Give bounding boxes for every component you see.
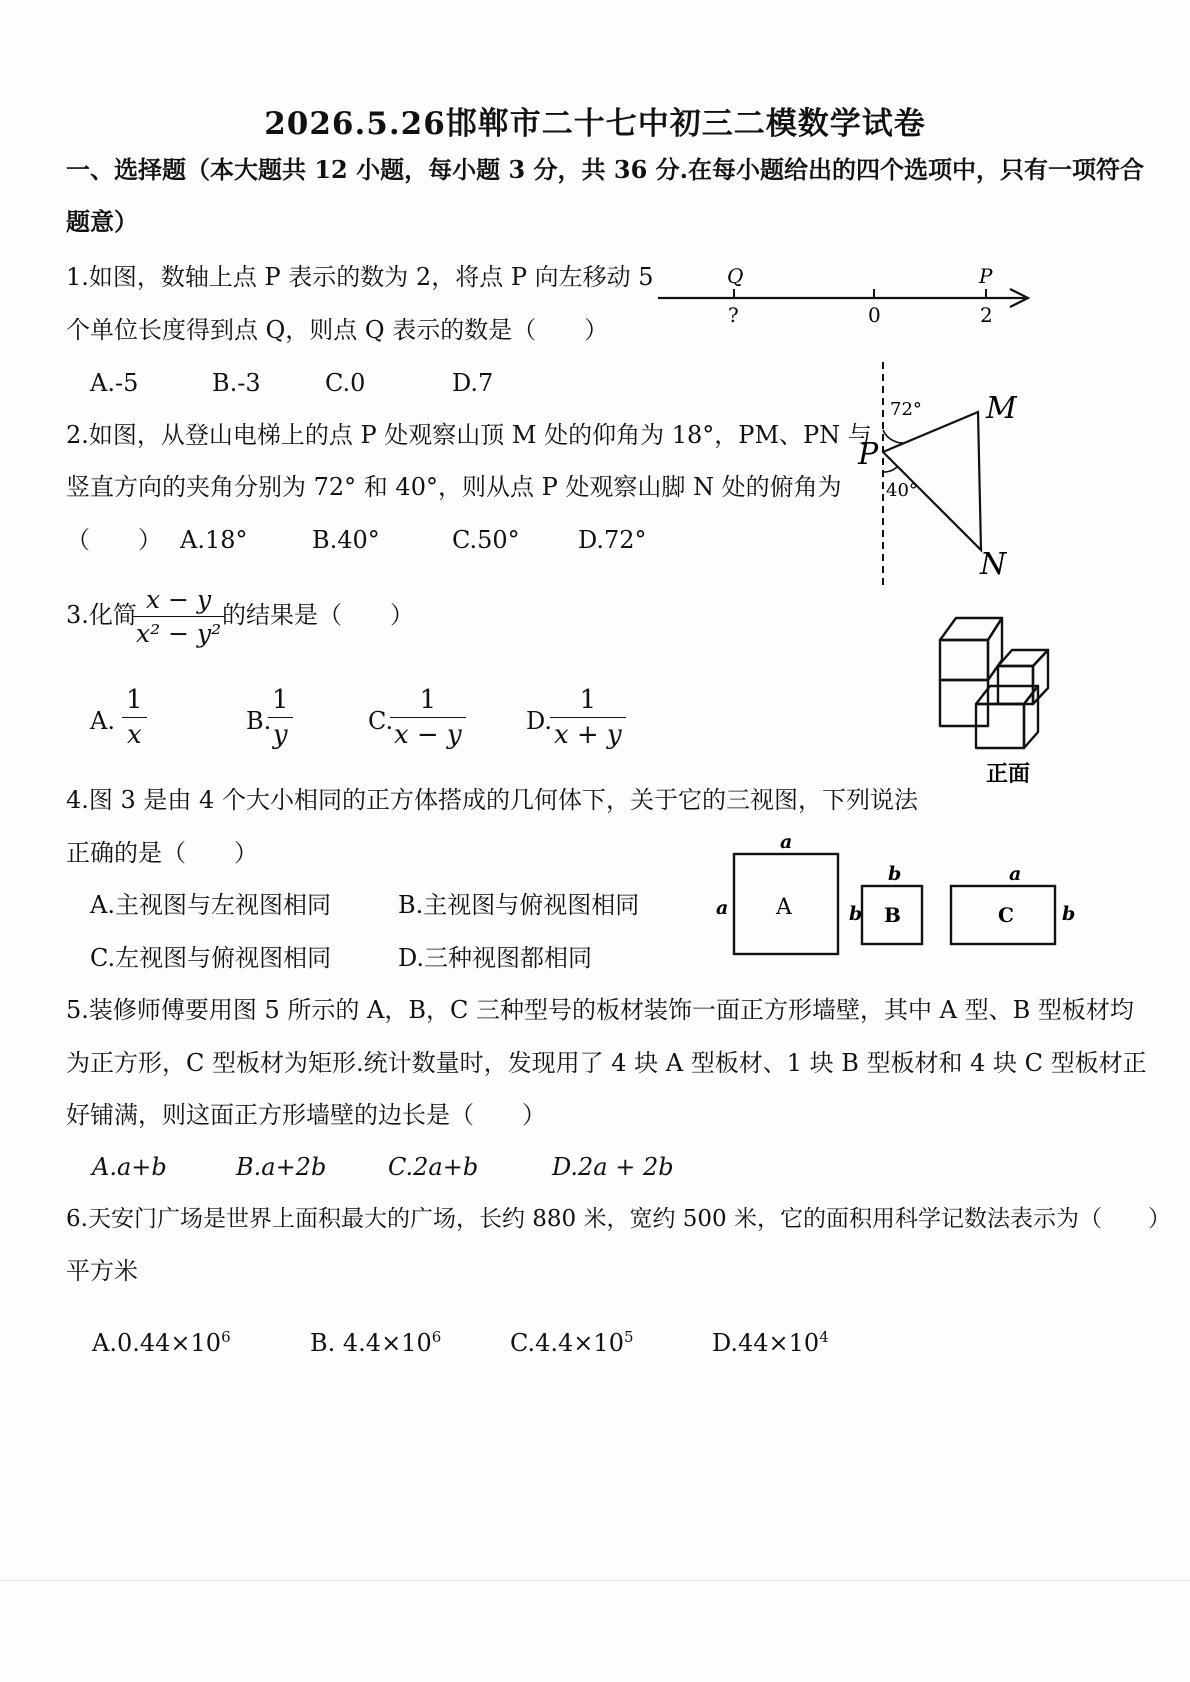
q2-label-p: P (858, 437, 879, 472)
q6-option-b-exponent: 6 (431, 1328, 442, 1346)
page-bottom-divider (0, 1580, 1190, 1581)
q6-option-d-exponent: 4 (819, 1328, 829, 1346)
q6-option-b (310, 1322, 441, 1358)
q3-fraction-denominator: x² − y² (136, 619, 222, 648)
q4-option-a: A.主视图与左视图相同 (90, 891, 331, 919)
q5-option-c: C.2a+b (388, 1153, 479, 1181)
q1-tick-zero: 0 (868, 303, 881, 327)
q1-tick-unknown: ? (728, 303, 739, 327)
q2-angle-40: 40° (886, 480, 918, 501)
q3-fraction (132, 585, 225, 648)
q4-option-c: C.左视图与俯视图相同 (90, 944, 332, 972)
q5-label-a-left: a (716, 897, 729, 919)
q3-option-d-den: x + y (554, 720, 622, 750)
page-title: 2026.5.26邯郸市二十七中初三二模数学试卷 (264, 106, 926, 142)
q5-label-a-top: a (780, 832, 793, 853)
q6-option-c-mantissa: 4.4×10 (535, 1329, 624, 1357)
q1-option-a: A.-5 (90, 369, 139, 397)
q3-option-d-letter: D. (526, 707, 553, 735)
q5-text-line3: 好铺满，则这面正方形墙壁的边长是（ ） (66, 1101, 546, 1129)
q5-option-a: A.a+b (92, 1153, 167, 1181)
q1-number-line (650, 258, 1040, 338)
q1-label-p: P (979, 264, 993, 288)
q5-option-b: B.a+2b (236, 1153, 327, 1181)
q2-option-d: D.72° (578, 526, 647, 554)
q1-label-q: Q (727, 264, 744, 288)
q5-text-line2: 为正方形，C 型板材为矩形.统计数量时，发现用了 4 块 A 型板材、1 块 B 型板材和 4 块 C 型板材正 (66, 1049, 1147, 1077)
q5-text-line1: 5.装修师傅要用图 5 所示的 A，B，C 三种型号的板材装饰一面正方形墙壁，其中 A 型、B 型板材均 (66, 996, 1134, 1024)
q3-option-a-letter: A. (90, 707, 115, 735)
q3-option-a-num: 1 (126, 685, 143, 715)
q1-option-d: D.7 (452, 369, 494, 397)
q2-angle-72: 72° (890, 399, 922, 420)
q3-option-d-bar (550, 717, 626, 718)
q2-option-c: C.50° (452, 526, 520, 554)
q6-option-d (712, 1322, 829, 1358)
q1-text-line2: 个单位长度得到点 Q，则点 Q 表示的数是（ ） (66, 316, 609, 344)
q6-option-c-letter: C. (510, 1329, 536, 1357)
q3-option-c-den: x − y (394, 720, 462, 750)
q4-option-b: B.主视图与俯视图相同 (398, 891, 640, 919)
q3-option-c-num: 1 (419, 685, 437, 715)
q3-option-c-letter: C. (368, 707, 394, 735)
q5-panel-a-label: A (776, 895, 792, 920)
q3-option-c (390, 685, 466, 750)
q5-label-c-top: a (1009, 863, 1022, 885)
q4-text-line2: 正确的是（ ） (66, 839, 258, 867)
q5-panel-b-label: B (884, 903, 901, 927)
q6-option-a-letter: A. (92, 1329, 117, 1357)
q1-tick-two: 2 (980, 303, 993, 327)
q3-option-b-den: y (272, 720, 288, 750)
q3-prefix: 3.化简 (66, 601, 137, 629)
q3-option-a-den: x (126, 720, 142, 750)
q6-option-a-exponent: 6 (221, 1328, 231, 1346)
q2-option-b: B.40° (312, 526, 380, 554)
q6-text-line2: 平方米 (66, 1257, 138, 1285)
q3-fraction-numerator: x − y (146, 585, 212, 614)
q2-label-n: N (980, 547, 1007, 582)
q1-option-b: B.-3 (212, 369, 261, 397)
q4-option-d: D.三种视图都相同 (398, 944, 593, 972)
q6-option-d-mantissa: 44×10 (738, 1329, 820, 1357)
q2-option-a: A.18° (180, 526, 248, 554)
q5-label-b-top: b (888, 863, 902, 885)
q2-label-m: M (986, 391, 1017, 426)
q2-text-line2: 竖直方向的夹角分别为 72° 和 40°，则从点 P 处观察山脚 N 处的俯角为 (66, 473, 842, 501)
q3-suffix: 的结果是（ ） (222, 601, 414, 629)
q3-fraction-bar (132, 616, 225, 617)
q6-option-d-letter: D. (712, 1329, 739, 1357)
q3-option-b-letter: B. (246, 707, 272, 735)
q5-option-d: D.2a + 2b (552, 1153, 674, 1181)
q4-text-line1: 4.图 3 是由 4 个大小相同的正方体搭成的几何体下，关于它的三视图，下列说法 (66, 786, 918, 814)
q1-option-c: C.0 (325, 369, 366, 397)
q6-option-b-letter: B. (310, 1329, 336, 1357)
q6-option-a-mantissa: 0.44×10 (116, 1329, 222, 1357)
q3-option-d (550, 685, 626, 750)
q6-option-c-exponent: 5 (623, 1328, 634, 1346)
section-heading: 一、选择题（本大题共 12 小题，每小题 3 分，共 36 分.在每小题给出的四个选项中，只有一项符合 (66, 155, 1144, 184)
q5-panel-c-label: C (998, 903, 1014, 927)
section-heading-cont: 题意） (66, 207, 138, 236)
q2-paren: （ ） (66, 526, 162, 554)
q5-panels-figure (708, 832, 1088, 962)
q3-option-a-bar (122, 717, 147, 718)
q3-option-c-bar (390, 717, 466, 718)
q4-cube-figure (928, 608, 1056, 788)
q3-option-b-num: 1 (272, 685, 289, 715)
q3-option-b (268, 685, 293, 750)
q6-option-a (92, 1322, 231, 1358)
q3-option-a (122, 685, 147, 750)
q3-option-d-num: 1 (579, 685, 597, 715)
q6-option-b-mantissa: 4.4×10 (342, 1329, 432, 1357)
q2-angle-figure (848, 360, 1038, 590)
q6-option-c (510, 1322, 634, 1358)
q6-text-line1: 6.天安门广场是世界上面积最大的广场，长约 880 米，宽约 500 米，它的面积用科学记数法表示为（ ） (66, 1206, 1171, 1232)
q3-option-b-bar (268, 717, 293, 718)
q4-front-caption: 正面 (986, 761, 1031, 787)
q2-text-line1: 2.如图，从登山电梯上的点 P 处观察山顶 M 处的仰角为 18°，PM、PN 与 (66, 421, 872, 449)
q5-label-c-right: b (1062, 903, 1076, 925)
q1-text-line1: 1.如图，数轴上点 P 表示的数为 2，将点 P 向左移动 5 (66, 263, 654, 291)
q5-label-b-left: b (849, 903, 863, 925)
